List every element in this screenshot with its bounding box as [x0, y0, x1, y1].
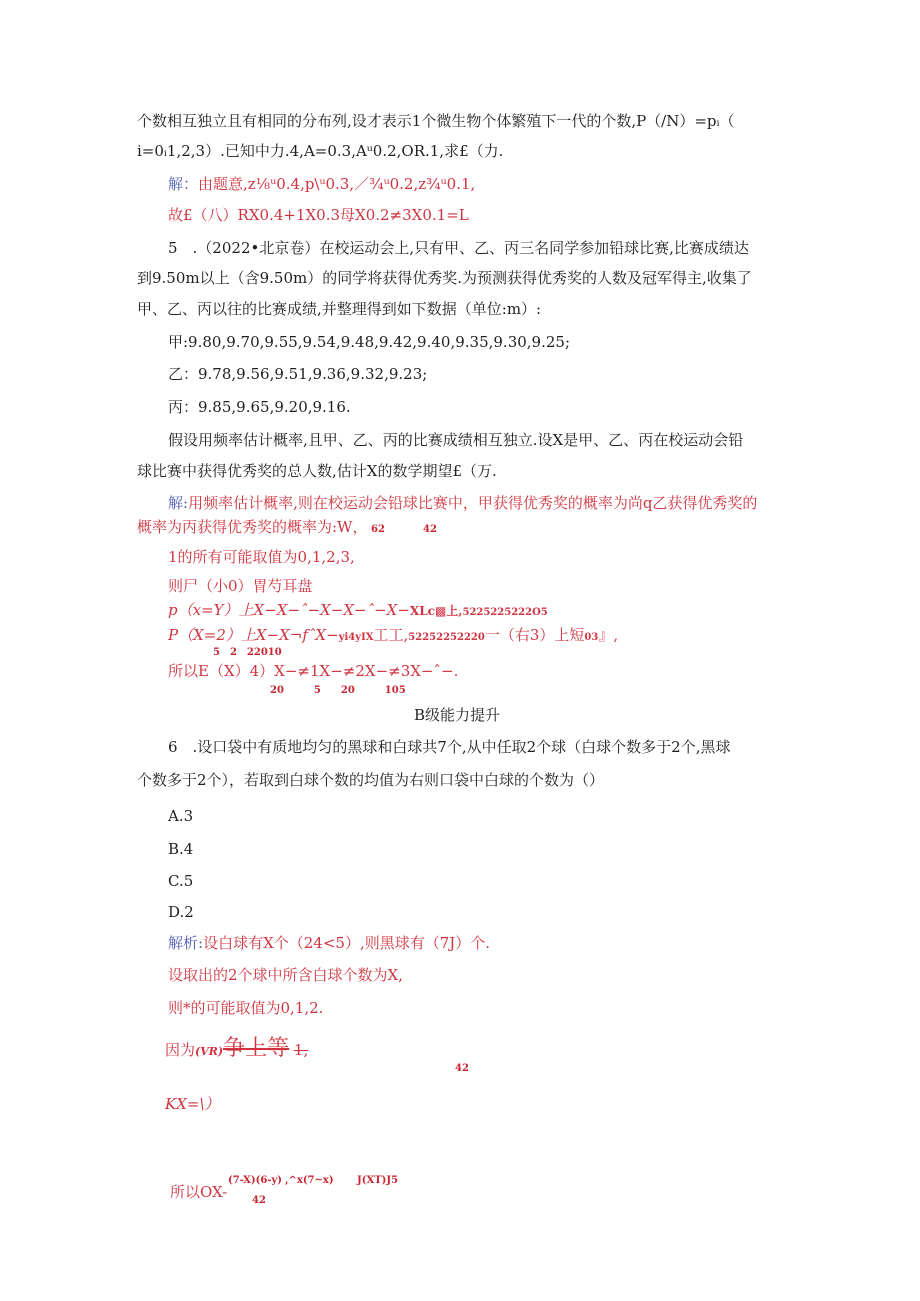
formula-text: yi4yIX	[338, 632, 374, 643]
option-c: C.5	[168, 872, 194, 890]
text-line: i=0ᵢ1,2,3）.已知中力.4,A=0.3,Aᵘ0.2,OR.1,求£（力.	[137, 142, 504, 160]
option-b: B.4	[168, 840, 194, 858]
formula-text: 工工,	[373, 626, 409, 644]
solution-label: 解:	[168, 494, 189, 512]
analysis-line: 设取出的2个球中所含白球个数为X,	[168, 966, 403, 984]
formula-text: P（X=2）上X−X¬fˆX−	[168, 626, 339, 644]
solution-text: 由题意,z⅛ᵘ0.4,p\ᵘ0.3,／¾ᵘ0.2,z¾ᵘ0.1,	[198, 175, 476, 193]
solution-line: 故£（八）RX0.4+1X0.3母X0.2≠3X0.1=L	[168, 206, 469, 224]
question-5-line: 5 .（2022•北京卷）在校运动会上,只有甲、乙、丙三名同学参加铅球比赛,比赛成绩达	[168, 239, 749, 257]
text-line: 个数多于2个），若取到白球个数的均值为右则口袋中白球的个数为（）	[137, 771, 605, 789]
analysis-line	[168, 933, 490, 953]
solution-line: 则尸（小0）胃芍耳盘	[168, 577, 313, 595]
data-line-bing: 丙：9.85,9.65,9.20,9.16.	[168, 398, 351, 416]
formula-text: 』,	[598, 626, 619, 644]
text-line: 个数相互独立且有相同的分布列,设才表示1个微生物个体繁殖下一代的个数,P（/N）=pᵢ（	[137, 112, 735, 130]
analysis-label: 解析:	[168, 934, 204, 952]
formula-numerator: J(XT)J5	[357, 1175, 399, 1186]
formula-text: p（x=Y）上X−X−ˆ−X−X−ˆ−X−	[168, 601, 410, 619]
solution-line: 概率为丙获得优秀奖的概率为:W，	[137, 518, 368, 536]
formula-text: 一（右3）上短	[484, 626, 585, 644]
formula-struck: 1,	[293, 1041, 309, 1059]
option-a: A.3	[168, 807, 194, 825]
formula-struck: 争上等	[223, 1036, 290, 1061]
formula-numerator: (7-X)(6-y)	[228, 1175, 282, 1186]
fraction-denominator: 42	[455, 1063, 469, 1074]
analysis-line	[170, 1182, 227, 1202]
solution-label: 解：	[168, 175, 199, 193]
text-line: 假设用频率估计概率,且甲、乙、丙的比赛成绩相互独立.设X是甲、乙、丙在校运动会铅	[168, 431, 744, 449]
formula-text: 因为	[165, 1041, 196, 1059]
text-line: 甲、乙、丙以往的比赛成绩,并整理得到如下数据（单位:m）:	[137, 300, 542, 318]
solution-text: 用频率估计概率,则在校运动会铅球比赛中，甲获得优秀奖的概率为尚q乙获得优秀奖的	[188, 494, 758, 512]
solution-line: 1的所有可能取值为0,1,2,3,	[168, 548, 355, 566]
analysis-line: KX=\）	[165, 1095, 220, 1113]
question-6-line: 6 .设口袋中有质地均匀的黑球和白球共7个,从中任取2个球（白球个数多于2个,黑球	[168, 738, 731, 756]
solution-line: 所以E（X）4）X−≠1X−≠2X−≠3X−ˆ−.	[168, 662, 459, 680]
fraction-denominators: 20 5 20 105	[270, 685, 406, 696]
fraction-denominators: 5 2 22010	[213, 647, 282, 658]
formula-digits: 52252252220	[408, 632, 485, 643]
analysis-text: 设白球有X个（24<5）,则黑球有（7J）个.	[203, 934, 491, 952]
formula-text: (VR)	[195, 1045, 224, 1058]
solution-line	[168, 174, 475, 194]
fraction-denominator: 42	[252, 1195, 266, 1206]
data-line-jia: 甲:9.80,9.70,9.55,9.54,9.48,9.42,9.40,9.35,9.30,9.25;	[168, 333, 571, 351]
fraction-denominator: 62	[371, 524, 385, 535]
formula-digits: 5225225222O5	[462, 607, 548, 618]
formula-text: 所以OX-	[170, 1183, 228, 1201]
solution-line	[168, 493, 757, 513]
text-line: 球比赛中获得优秀奖的总人数,估计X的数学期望£（万.	[137, 462, 497, 480]
formula-digits: 03	[584, 632, 599, 643]
section-heading: B级能力提升	[414, 706, 501, 724]
analysis-line	[165, 1034, 308, 1067]
data-line-yi: 乙：9.78,9.56,9.51,9.36,9.32,9.23;	[168, 365, 428, 383]
analysis-line: 则*的可能取值为0,1,2.	[168, 999, 324, 1017]
fraction-denominator: 42	[423, 524, 437, 535]
formula-numerator: ,^x(7~x)	[285, 1175, 334, 1186]
text-line: 到9.50m以上（含9.50m）的同学将获得优秀奖.为预测获得优秀奖的人数及冠军得主,收集了	[137, 269, 752, 287]
formula-text: XLc▩上,	[409, 604, 463, 618]
solution-line	[168, 600, 548, 623]
option-d: D.2	[168, 903, 194, 921]
